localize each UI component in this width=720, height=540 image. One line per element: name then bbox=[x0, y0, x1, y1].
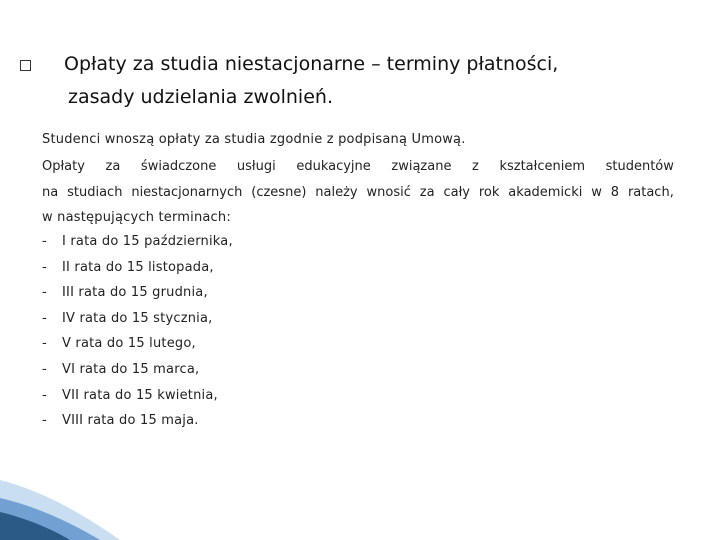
installment-text: V rata do 15 lutego, bbox=[62, 336, 196, 352]
dash-marker: - bbox=[42, 413, 47, 429]
word: związane bbox=[391, 159, 452, 174]
word: ratach, bbox=[627, 185, 674, 200]
word: za bbox=[105, 159, 121, 174]
list-item bbox=[42, 413, 233, 439]
word: za bbox=[419, 185, 435, 200]
dash-marker: - bbox=[42, 387, 47, 403]
dash-marker: - bbox=[42, 234, 47, 249]
list-item bbox=[42, 285, 233, 311]
installment-text: IV rata do 15 stycznia, bbox=[62, 310, 213, 326]
word: w bbox=[591, 185, 602, 200]
word: akademicki bbox=[508, 185, 583, 200]
installment-text: VI rata do 15 marca, bbox=[62, 361, 200, 377]
title-line-2: zasady udzielania zwolnień. bbox=[68, 86, 333, 108]
dash-marker: - bbox=[42, 336, 47, 352]
word: 8 bbox=[610, 185, 620, 200]
word: niestacjonarnych bbox=[131, 185, 243, 200]
fees-line-2 bbox=[42, 185, 674, 200]
word: świadczone bbox=[140, 159, 217, 174]
fees-line-3: w następujących terminach: bbox=[42, 210, 231, 225]
installment-text: II rata do 15 listopada, bbox=[62, 259, 214, 275]
installment-list bbox=[42, 234, 233, 439]
installment-text: VIII rata do 15 maja. bbox=[62, 413, 199, 429]
installment-text: III rata do 15 grudnia, bbox=[62, 285, 208, 301]
list-item bbox=[42, 336, 233, 362]
dash-marker: - bbox=[42, 259, 47, 275]
fees-line-1 bbox=[42, 159, 674, 174]
word: wnosić bbox=[366, 185, 411, 200]
corner-decoration bbox=[0, 450, 200, 540]
word: (czesne) bbox=[251, 185, 307, 200]
word: cały bbox=[443, 185, 470, 200]
dash-marker: - bbox=[42, 285, 47, 301]
word: Opłaty bbox=[42, 159, 85, 174]
installment-text: VII rata do 15 kwietnia, bbox=[62, 387, 218, 403]
word: z bbox=[472, 159, 479, 174]
word: studiach bbox=[67, 185, 123, 200]
list-item bbox=[42, 260, 233, 286]
word: na bbox=[42, 185, 59, 200]
dash-marker: - bbox=[42, 310, 47, 326]
title-line-1: Opłaty za studia niestacjonarne – terminy płatności, bbox=[64, 53, 559, 75]
installment-text: I rata do 15 października, bbox=[62, 234, 233, 249]
bullet-square-icon bbox=[20, 60, 31, 71]
word: edukacyjne bbox=[296, 159, 371, 174]
intro-paragraph: Studenci wnoszą opłaty za studia zgodnie z podpisaną Umową. bbox=[42, 132, 466, 147]
list-item bbox=[42, 311, 233, 337]
list-item bbox=[42, 388, 233, 414]
word: rok bbox=[478, 185, 500, 200]
list-item bbox=[42, 234, 233, 260]
list-item bbox=[42, 362, 233, 388]
word: usługi bbox=[236, 159, 276, 174]
word: studentów bbox=[605, 159, 674, 174]
word: należy bbox=[315, 185, 358, 200]
dash-marker: - bbox=[42, 361, 47, 377]
word: kształceniem bbox=[499, 159, 585, 174]
